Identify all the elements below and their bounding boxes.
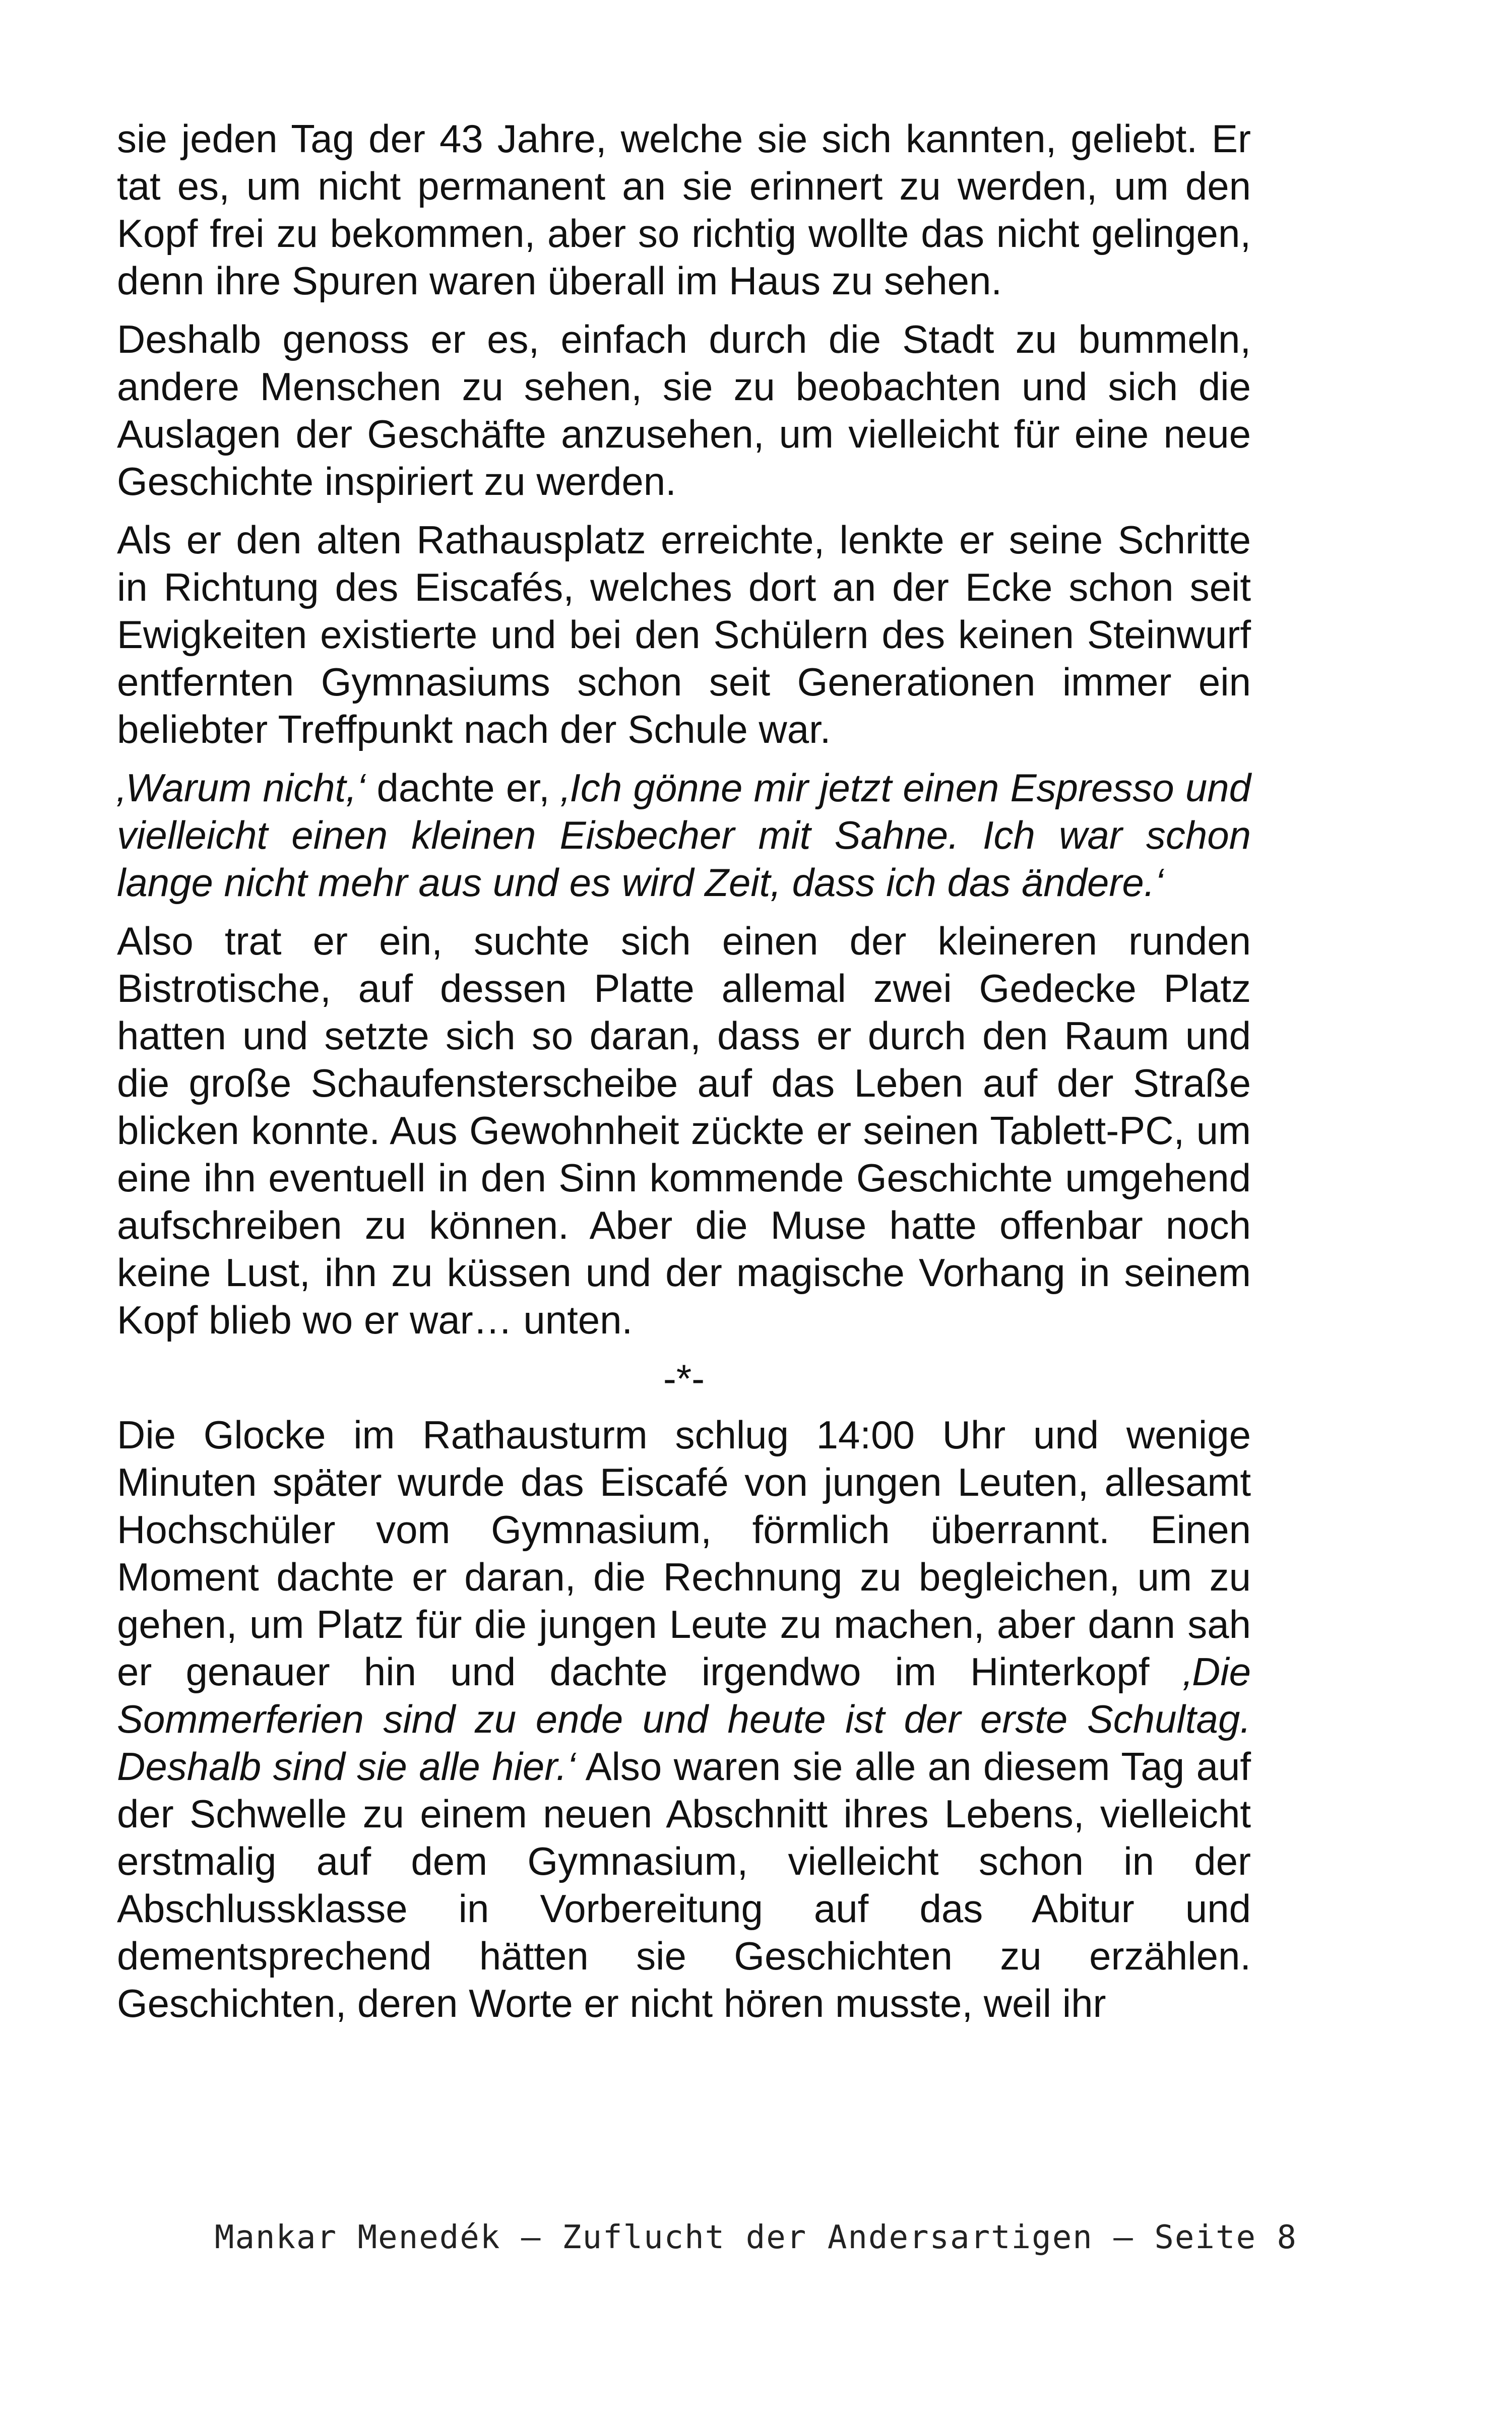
page-footer: Mankar Menedék – Zuflucht der Andersartigen – Seite 8 <box>214 2219 1298 2256</box>
scene-separator: -*- <box>663 1356 705 1401</box>
paragraph <box>117 315 1251 505</box>
paragraph-text: dachte er, <box>365 766 561 810</box>
paragraph-text: sie jeden Tag der 43 Jahre, welche sie sich kannten, geliebt. Er tat es, um nicht permanent an sie erinnert zu werden, um den Kopf frei zu bekommen, aber so richtig wollte das nicht gelingen, denn ihre Spuren waren überall im Haus zu sehen. <box>117 116 1251 303</box>
paragraph-text: Als er den alten Rathausplatz erreichte, lenkte er seine Schritte in Richtung des Eiscafés, welches dort an der Ecke schon seit Ewigkeiten existierte und bei den Schülern des keinen Steinwurf entfernten Gymnasiums schon seit Generationen immer ein beliebter Treffpunkt nach der Schule war. <box>117 518 1251 751</box>
paragraph <box>117 764 1251 906</box>
paragraph-text: Also waren sie alle an diesem Tag auf der Schwelle zu einem neuen Abschnitt ihres Lebens, vielleicht erstmalig auf dem Gymnasium, vielleicht schon in der Abschlussklasse in Vorbereitung auf das Abitur und dementsprechend hätten sie Geschichten zu erzählen. Geschichten, deren Worte er nicht hören musste, weil ihr <box>117 1744 1251 2025</box>
paragraph-text: Also trat er ein, suchte sich einen der kleineren runden Bistrotische, auf dessen Platte allemal zwei Gedecke Platz hatten und setzte sich so daran, dass er durch den Raum und die große Schaufensterscheibe auf das Leben auf der Straße blicken konnte. Aus Gewohnheit zückte er seinen Tablett-PC, um eine ihn eventuell in den Sinn kommende Geschichte umgehend aufschreiben zu können. Aber die Muse hatte offenbar noch keine Lust, ihn zu küssen und der magische Vorhang in seinem Kopf blieb wo er war… unten. <box>117 919 1251 1342</box>
paragraph <box>117 516 1251 753</box>
italic-text: ‚Warum nicht,‘ <box>117 766 366 810</box>
paragraph-text: Die Glocke im Rathausturm schlug 14:00 Uhr und wenige Minuten später wurde das Eiscafé von jungen Leuten, allesamt Hochschüler vom Gymnasium, förmlich überrannt. Einen Moment dachte er daran, die Rechnung zu begleichen, um zu gehen, um Platz für die jungen Leute zu machen, aber dann sah er genauer hin und dachte irgendwo im Hinterkopf <box>117 1413 1251 1694</box>
paragraph-text: Deshalb genoss er es, einfach durch die Stadt zu bummeln, andere Menschen zu sehen, sie zu beobachten und sich die Auslagen der Geschäfte anzusehen, um vielleicht für eine neue Geschichte inspiriert zu werden. <box>117 317 1251 503</box>
paragraphs-before-separator <box>117 115 1251 1344</box>
paragraph <box>117 917 1251 1344</box>
paragraph <box>117 115 1251 304</box>
italic-text: ‚Ich gönne mir jetzt einen Espresso und vielleicht einen kleinen Eisbecher mit Sahne. Ich war schon lange nicht mehr aus und es wird Zeit, dass ich das ändere.‘ <box>117 766 1251 905</box>
italic-text: ‚Die Sommerferien sind zu ende und heute ist der erste Schultag. Deshalb sind sie alle hier.‘ <box>117 1649 1251 1789</box>
body-text <box>117 115 1251 2038</box>
paragraphs-after-separator <box>117 1411 1251 2027</box>
paragraph <box>117 1411 1251 2027</box>
